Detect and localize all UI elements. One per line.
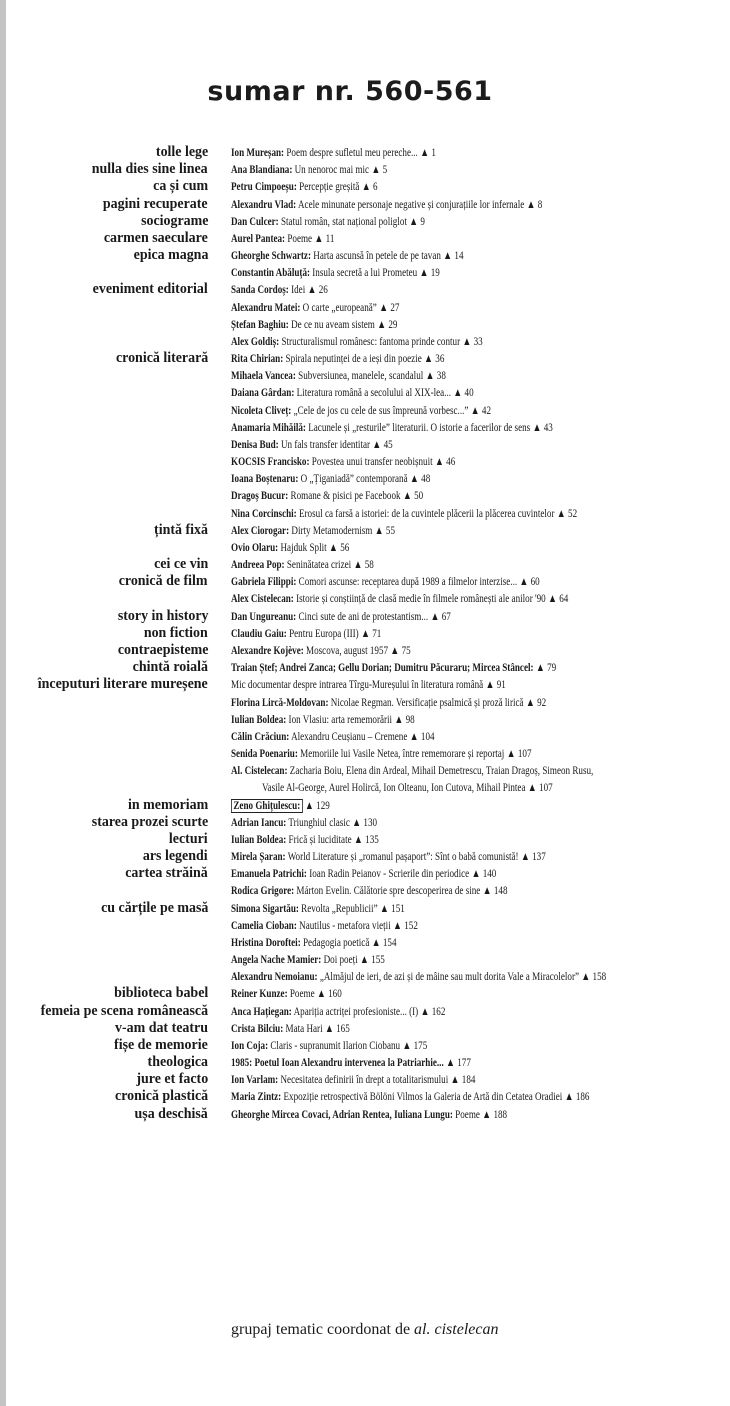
entry-title-page: Poeme ▲ 188 [452,1108,508,1121]
section-title: cei ce vin [153,556,208,573]
toc-row [0,797,730,814]
entry-author: Andreea Pop: [231,559,285,572]
entry-title-page: Nicolae Regman. Versificație psalmică și proză lirică ▲ 92 [328,696,547,709]
toc-entry[interactable] [231,1022,350,1036]
toc-row [0,1071,730,1088]
entry-title-page: Acele minunate personaje negative și conjurațiile lor infernale ▲ 8 [296,198,543,211]
toc-row [0,694,730,711]
toc-entry[interactable] [231,1073,475,1087]
entry-author: Rodica Grigore: [231,885,295,898]
entry-author: Aurel Pantea: [231,232,286,245]
entry-author: Ioana Boștenaru: [231,473,299,486]
entry-title-page: Alexandru Ceușianu – Cremene ▲ 104 [289,730,435,743]
toc-entry[interactable] [231,386,474,400]
entry-title-page: Triunghiul clasic ▲ 130 [286,816,378,829]
section-title: eveniment editorial [92,281,208,298]
entry-title-page: O carte „europeană” ▲ 27 [300,301,400,314]
toc-entry[interactable] [231,987,342,1001]
section-title: cronică de film [119,573,208,590]
toc-entry[interactable] [231,816,377,830]
toc-entry[interactable] [231,919,418,933]
toc-entry[interactable] [231,318,397,332]
entry-title-page: Nautilus - metafora vieții ▲ 152 [296,919,418,932]
toc-entry[interactable] [231,833,379,847]
toc-entry[interactable] [231,747,531,761]
entry-author: Anamaria Mihăilă: [231,421,306,434]
toc-entry[interactable] [231,180,378,194]
toc-row [0,642,730,659]
toc-entry[interactable] [231,215,425,229]
entry-title-page: De ce nu aveam sistem ▲ 29 [288,318,398,331]
entry-title-page: Pedagogia poetică ▲ 154 [300,936,397,949]
toc-entry[interactable] [231,558,374,572]
toc-row [0,1106,730,1123]
entry-title-page: ▲ 79 [533,662,557,675]
toc-row [0,522,730,539]
entry-title-page: Ion Vlasiu: arta rememorării ▲ 98 [286,713,415,726]
toc-row [0,316,730,333]
entry-author: Claudiu Gaiu: [231,627,287,640]
toc-entry[interactable] [231,661,556,675]
toc-row [0,608,730,625]
entry-title-page: Expoziție retrospectivă Bölöni Vilmos la Galeria de Artă din Cetatea Oradiei ▲ 186 [281,1091,590,1104]
section-title: ars legendi [143,848,208,865]
entry-author: Anca Hațiegan: [231,1005,292,1018]
toc-row [0,659,730,676]
toc-row [0,470,730,487]
toc-row [0,625,730,642]
entry-title-page: Vasile Al-George, Aurel Holircă, Ion Olteanu, Ion Cutova, Mihail Pintea ▲ 107 [262,782,553,795]
toc-row [0,848,730,865]
toc-entry[interactable] [262,781,553,795]
entry-author: Gabriela Filippi: [231,576,297,589]
entry-author: Alexandru Matei: [231,301,301,314]
entry-author: Constantin Abăluță: [231,267,311,280]
entry-author: Alexandru Vlad: [231,198,297,211]
entry-author: Mirela Șaran: [231,851,286,864]
entry-title-page: Doi poeți ▲ 155 [321,954,385,967]
entry-author: Iulian Boldea: [231,833,287,846]
entry-author: Ion Coja: [231,1039,269,1052]
toc-entry[interactable] [231,902,405,916]
toc-row [0,556,730,573]
section-title: cu cărțile pe masă [100,899,208,916]
toc-entry[interactable] [231,198,542,212]
section-title: contraepisteme [117,641,208,658]
toc-row [0,968,730,985]
toc-entry[interactable] [231,232,334,246]
toc-entry[interactable] [231,163,387,177]
entry-title-page: Povestea unui transfer neobișnuit ▲ 46 [309,456,456,469]
section-title: cronică literară [115,350,208,367]
entry-title-page: Insula secretă a lui Prometeu ▲ 19 [310,267,440,280]
toc-entry[interactable] [231,472,430,486]
entry-author: 1985: Poetul Ioan Alexandru intervenea la Patriarhie... [231,1057,444,1070]
entry-title-page: Hajduk Split ▲ 56 [278,541,350,554]
toc-row [0,419,730,436]
toc-row [0,951,730,968]
section-title: epica magna [133,247,208,264]
section-title: ușa deschisă [134,1105,208,1122]
toc-entry[interactable] [231,850,546,864]
entry-author: Florina Lircă-Moldovan: [231,696,329,709]
entry-author: Ovio Olaru: [231,541,279,554]
toc-row [0,384,730,401]
section-title: v-am dat teatru [115,1019,208,1036]
entry-title-page: Istorie și conștiință de clasă medie în filmele românești ale anilor '90 ▲ 64 [293,593,569,606]
entry-title-page: ▲ 177 [443,1057,471,1070]
entry-author: Dragoș Bucur: [231,490,289,503]
section-title: carmen saeculare [104,229,208,246]
section-title: nulla dies sine linea [92,161,208,178]
toc-row [0,213,730,230]
entry-title-page: Un fals transfer identitar ▲ 45 [278,438,393,451]
entry-author: Gheorghe Mircea Covaci, Adrian Rentea, Iuliana Lungu: [231,1108,453,1121]
entry-title-page: Poeme ▲ 160 [287,988,342,1001]
toc-entry[interactable] [231,610,451,624]
entry-author: Daiana Gârdan: [231,387,295,400]
section-title: non fiction [144,624,208,641]
entry-title-page: Percepție greșită ▲ 6 [296,181,378,194]
section-title: in memoriam [127,796,208,813]
entry-title-page: Revolta „Republicii” ▲ 151 [298,902,405,915]
entry-title-page: Seninătatea crizei ▲ 58 [284,559,374,572]
toc-entry[interactable] [231,678,506,692]
entry-author: Senida Poenariu: [231,748,298,761]
entry-title-page: ▲ 129 [302,799,330,812]
entry-author: Ion Varlam: [231,1074,279,1087]
entry-title-page: Márton Evelin. Călătorie spre descoperirea de sine ▲ 148 [294,885,508,898]
toc-entry[interactable] [231,421,553,435]
entry-author: Alex Cistelecan: [231,593,294,606]
toc-row [0,230,730,247]
entry-title-page: Memoriile lui Vasile Netea, între rememorare și reportaj ▲ 107 [297,748,532,761]
toc-entry[interactable] [231,627,381,641]
entry-title-page: Comori ascunse: receptarea după 1989 a filmelor interzise... ▲ 60 [296,576,540,589]
toc-entry[interactable] [231,249,464,263]
toc-row [0,882,730,899]
toc-row [0,539,730,556]
entry-title-page: Moscova, august 1957 ▲ 75 [303,644,411,657]
toc-row [0,590,730,607]
toc-row [0,779,730,796]
section-title: starea prozei scurte [91,813,208,830]
toc-entry[interactable] [231,541,349,555]
entry-title-page: Dirty Metamodernism ▲ 55 [289,524,395,537]
toc-entry[interactable] [231,953,385,967]
entry-author: Nina Corcinschi: [231,507,297,520]
toc-entry[interactable] [231,404,491,418]
entry-title-page: Frică și luciditate ▲ 135 [286,833,379,846]
entry-author: Angela Nache Mamier: [231,954,322,967]
section-title: lecturi [169,830,208,847]
toc-entry[interactable] [231,369,446,383]
toc-entry[interactable] [231,507,577,521]
toc-entry[interactable] [231,283,328,297]
entry-author: Maria Zintz: [231,1091,282,1104]
entry-author: Ion Mureșan: [231,147,285,159]
entry-author: Gheorghe Schwartz: [231,250,311,263]
section-title: femeia pe scena românească [40,1002,208,1019]
toc-row [0,247,730,264]
toc-row [0,1020,730,1037]
entry-title-page: Literatura română a secolului al XIX-lea... ▲ 40 [294,387,474,400]
toc-row [0,814,730,831]
entry-author: Nicoleta Clivеț: [231,404,292,417]
entry-title-page: Statul român, stat național poliglot ▲ 9 [278,215,425,228]
section-title: pagini recuperate [103,195,208,212]
entry-title-page: Poeme ▲ 11 [285,232,335,245]
toc-entry[interactable] [231,696,546,710]
toc-row [0,178,730,195]
entry-title-page: Apariția actriței profesioniste... (I) ▲ 162 [291,1005,446,1018]
toc-row [0,1088,730,1105]
entry-title-page: Poem despre sufletul meu pereche... ▲ 1 [284,147,436,159]
entry-title-page: Subversiunea, manelele, scandalul ▲ 38 [295,370,446,383]
toc-row [0,161,730,178]
entry-title-page: World Literature și „romanul pașaport”: Sînt o babă comunistă! ▲ 137 [285,851,546,864]
toc-row [0,985,730,1002]
toc-entry[interactable] [231,867,496,881]
entry-title-page: Spirala neputinței de a ieși din poezie ▲ 36 [283,353,445,366]
toc-row [0,1003,730,1020]
entry-author: Sanda Cordoș: [231,284,289,297]
entry-author: Mihaela Vancea: [231,370,296,383]
toc-entry[interactable] [231,936,397,950]
entry-title-page: Mata Hari ▲ 165 [283,1022,350,1035]
entry-title-page: Lacunele și „resturile” literaturii. O istorie a facerilor de sens ▲ 43 [305,421,553,434]
section-title: țintă fixă [154,521,208,538]
toc-row [0,436,730,453]
toc-row [0,367,730,384]
toc-row [0,264,730,281]
entry-author: Călin Crăciun: [231,730,290,743]
toc-entry[interactable] [231,764,593,778]
toc-row [0,1037,730,1054]
toc-row [0,865,730,882]
entry-author: KOCSIS Francisko: [231,456,310,469]
toc-entry[interactable] [231,799,330,813]
toc-row [0,299,730,316]
toc-row [0,453,730,470]
page-title: sumar nr. 560-561 [207,76,493,108]
entry-author: Emanuela Patrichi: [231,868,307,881]
section-title: chintă roială [132,659,208,676]
entry-title-page: Mic documentar despre intrarea Tîrgu-Mureșului în literatura română ▲ 91 [231,679,506,692]
entry-title-page: Structuralismul românesc: fantoma prinde contur ▲ 33 [279,335,483,348]
toc-entry[interactable] [231,730,435,744]
toc-entry[interactable] [231,352,444,366]
entry-title-page: „Almăjul de ieri, de azi și de mâine sau mult dorita Vale a Miracolelor” ▲ 158 [317,971,607,984]
entry-author: Denisa Bud: [231,438,279,451]
footer-coordinator: al. cistelecan [414,1321,499,1338]
toc-entry[interactable] [231,301,399,315]
toc-entry[interactable] [231,1090,589,1104]
entry-author: Al. Cistelecan: [231,765,288,778]
entry-author: Iulian Boldea: [231,713,287,726]
entry-title-page: Romane & pisici pe Facebook ▲ 50 [288,490,424,503]
entry-author: Simona Sigartău: [231,902,299,915]
toc-row [0,402,730,419]
toc-entry[interactable] [231,146,436,160]
toc-entry[interactable] [231,575,540,589]
toc-row [0,505,730,522]
toc-row [0,350,730,367]
toc-row [0,281,730,298]
section-title: biblioteca babel [113,985,208,1002]
toc-row [0,487,730,504]
table-of-contents [0,144,730,1123]
entry-author: Alex Goldiș: [231,335,280,348]
toc-entry[interactable] [231,884,508,898]
entry-author: Hristina Doroftei: [231,936,301,949]
entry-title-page: Claris - supranumit Ilarion Ciobanu ▲ 175 [268,1039,428,1052]
entry-title-page: Erosul ca farsă a istoriei: de la cuvintele plăcerii la plăcerea cuvintelor ▲ 52 [296,507,578,520]
toc-row [0,728,730,745]
entry-title-page: Harta ascunsă în petele de pe tavan ▲ 14 [310,250,464,263]
section-title: începuturi literare mureșene [38,676,208,693]
entry-author: Ana Blandiana: [231,164,293,177]
toc-row [0,1054,730,1071]
entry-author: Camelia Cioban: [231,919,297,932]
entry-author: Petru Cimpoeșu: [231,181,297,194]
entry-author: Traian Ștef; Andrei Zanca; Gellu Dorian; Dumitru Păcuraru; Mircea Stâncel: [231,662,534,675]
toc-entry[interactable] [231,524,395,538]
entry-title-page: „Cele de jos cu cele de sus împreună vorbesc...” ▲ 42 [291,404,492,417]
entry-title-page: Idei ▲ 26 [288,284,328,297]
toc-entry[interactable] [231,455,455,469]
toc-entry[interactable] [231,1056,471,1070]
entry-title-page: Pentru Europa (III) ▲ 71 [286,627,382,640]
footer-prefix: grupaj tematic coordonat de [231,1321,415,1338]
entry-author: Crista Bilciu: [231,1022,284,1035]
toc-row [0,144,730,161]
section-title: cartea străină [125,865,208,882]
toc-entry[interactable] [231,644,411,658]
toc-row [0,900,730,917]
toc-entry[interactable] [231,970,606,984]
toc-row [0,711,730,728]
section-title: ca și cum [152,178,208,195]
section-title: sociograme [140,212,208,229]
section-title: story in history [117,607,208,624]
entry-author: Alexandre Kojève: [231,644,304,657]
footer-note [231,1321,498,1339]
toc-entry[interactable] [231,438,393,452]
entry-title-page: Ioan Radin Peianov - Scrierile din periodice ▲ 140 [306,868,497,881]
toc-entry[interactable] [231,1108,507,1122]
entry-author: Dan Culcer: [231,215,279,228]
entry-author: Alexandru Nemoianu: [231,971,318,984]
entry-title-page: Necesitatea definirii în drept a totalitarismului ▲ 184 [278,1074,476,1087]
entry-author: Zeno Ghițulescu: [231,799,303,813]
entry-author: Adrian Iancu: [231,816,287,829]
entry-author: Reiner Kunze: [231,988,288,1001]
section-title: cronică plastică [114,1088,208,1105]
toc-row [0,573,730,590]
toc-row [0,762,730,779]
entry-title-page: Cinci sute de ani de protestantism... ▲ 67 [296,610,451,623]
entry-author: Dan Ungureanu: [231,610,297,623]
section-title: fișe de memorie [114,1036,208,1053]
toc-row [0,934,730,951]
toc-entry[interactable] [231,489,423,503]
toc-row [0,333,730,350]
section-title: jure et facto [136,1071,208,1088]
toc-row [0,745,730,762]
toc-row [0,831,730,848]
entry-author: Ștefan Baghiu: [231,318,289,331]
toc-entry[interactable] [231,592,568,606]
entry-author: Alex Ciorogar: [231,524,290,537]
toc-row [0,196,730,213]
entry-title-page: O „Țiganiadă” contemporană ▲ 48 [298,473,431,486]
toc-row [0,676,730,693]
toc-entry[interactable] [231,335,483,349]
entry-title-page: Zacharia Boiu, Elena din Ardeal, Mihail Demetrescu, Traian Dragoș, Simeon Rusu, [287,765,594,778]
entry-author: Rita Chirian: [231,353,284,366]
toc-row [0,917,730,934]
toc-entry[interactable] [231,266,440,280]
toc-entry[interactable] [231,1005,445,1019]
entry-title-page: Un nenoroc mai mic ▲ 5 [292,164,388,177]
section-title: theologica [147,1054,208,1071]
toc-entry[interactable] [231,713,415,727]
section-title: tolle lege [155,144,208,160]
toc-entry[interactable] [231,1039,427,1053]
